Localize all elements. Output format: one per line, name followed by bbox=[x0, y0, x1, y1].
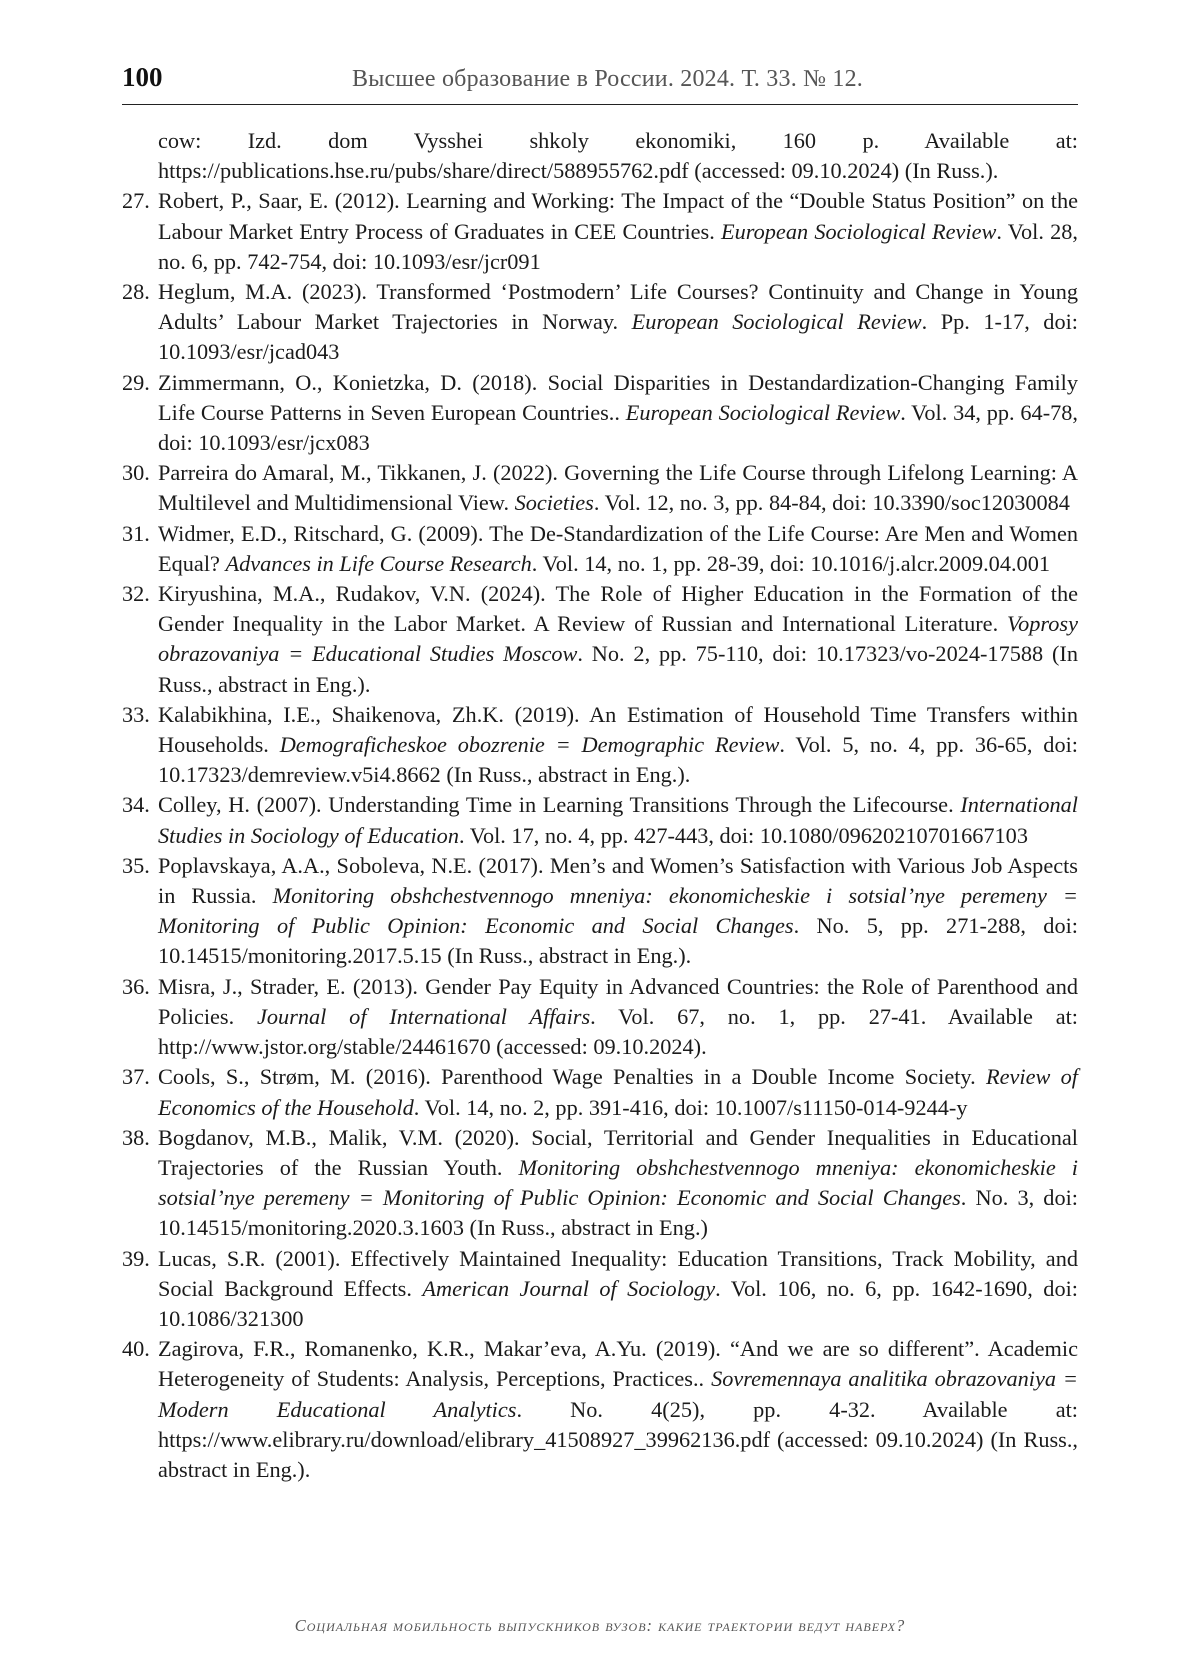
reference-item bbox=[122, 1062, 1078, 1122]
reference-item bbox=[122, 1244, 1078, 1335]
reference-item bbox=[122, 579, 1078, 700]
reference-text: Heglum, M.A. (2023). Transformed ‘Postmodern’ Life Courses? Continuity and Change in Young Adults’ Labour Market Trajectories in Norway. bbox=[158, 279, 1078, 335]
reference-item bbox=[122, 458, 1078, 518]
reference-journal: International Studies in Sociology of Education bbox=[158, 792, 1078, 848]
reference-list bbox=[122, 126, 1078, 1485]
reference-journal: Review of Economics of the Household bbox=[158, 1064, 1078, 1120]
reference-tail: . Vol. 28, no. 6, pp. 742-754, doi: 10.1093/esr/jcr091 bbox=[158, 218, 1078, 274]
reference-number: 35. bbox=[122, 852, 150, 878]
reference-tail: . Vol. 14, no. 1, pp. 28-39, doi: 10.1016/j.alcr.2009.04.001 bbox=[531, 550, 1050, 576]
reference-text: Widmer, E.D., Ritschard, G. (2009). The De-Standardization of the Life Course: Are Men and Women Equal? bbox=[158, 520, 1078, 576]
reference-item bbox=[122, 368, 1078, 459]
reference-tail: . Vol. 12, no. 3, pp. 84-84, doi: 10.3390/soc12030084 bbox=[593, 490, 1070, 516]
reference-tail: . Vol. 5, no. 4, pp. 36-65, doi: 10.17323/demreview.v5i4.8662 (In Russ., abstract in Eng.). bbox=[158, 732, 1078, 788]
reference-number: 31. bbox=[122, 520, 150, 546]
reference-tail: . Vol. 34, pp. 64-78, doi: 10.1093/esr/jcx083 bbox=[158, 399, 1079, 456]
reference-item bbox=[122, 126, 1078, 186]
reference-text: Zagirova, F.R., Romanenko, K.R., Makar’eva, A.Yu. (2019). “And we are so different”. Academic Heterogeneity of Students: Analysis, Perceptions, Practices.. bbox=[158, 1336, 1078, 1392]
reference-journal: Journal of International Affairs bbox=[257, 1003, 591, 1029]
reference-item bbox=[122, 1334, 1078, 1485]
reference-item bbox=[122, 851, 1078, 972]
reference-journal: Advances in Life Course Research bbox=[225, 550, 532, 576]
reference-text: Parreira do Amaral, M., Tikkanen, J. (2022). Governing the Life Course through Lifelong Learning: A Multilevel and Multidimensional View. bbox=[158, 460, 1078, 516]
reference-tail: . No. 2, pp. 75-110, doi: 10.17323/vo-2024-17588 (In Russ., abstract in Eng.). bbox=[158, 641, 1078, 697]
running-title: Высшее образование в России. 2024. Т. 33. № 12. bbox=[352, 66, 864, 92]
reference-item bbox=[122, 972, 1078, 1063]
reference-number: 34. bbox=[122, 792, 150, 818]
reference-item bbox=[122, 790, 1078, 850]
reference-text: Kalabikhina, I.E., Shaikenova, Zh.K. (2019). An Estimation of Household Time Transfers within Households. bbox=[158, 701, 1078, 758]
reference-text: Misra, J., Strader, E. (2013). Gender Pay Equity in Advanced Countries: the Role of Parenthood and Policies. bbox=[158, 973, 1078, 1029]
reference-number: 40. bbox=[122, 1336, 150, 1362]
reference-number: 27. bbox=[122, 188, 150, 214]
reference-journal: Societies bbox=[514, 490, 594, 516]
reference-number: 39. bbox=[122, 1245, 150, 1271]
reference-journal: Sovremennaya analitika obrazovaniya = Modern Educational Analytics bbox=[158, 1366, 1078, 1422]
reference-journal: European Sociological Review bbox=[721, 218, 997, 244]
reference-tail: . No. 3, doi: 10.14515/monitoring.2020.3.1603 (In Russ., abstract in Eng.) bbox=[158, 1185, 1078, 1241]
running-footer: Социальная мобильность выпускников вузов: какие траектории ведут наверх? bbox=[294, 1616, 906, 1635]
reference-number: 28. bbox=[122, 279, 150, 305]
reference-text: Robert, P., Saar, E. (2012). Learning and Working: The Impact of the “Double Status Position” on the Labour Market Entry Process of Graduates in CEE Countries. bbox=[158, 188, 1078, 244]
reference-tail: . Vol. 17, no. 4, pp. 427-443, doi: 10.1080/09620210701667103 bbox=[458, 822, 1028, 848]
reference-text: cow: Izd. dom Vysshei shkoly ekonomiki, 160 p. Available at: https://publications.hse.ru/pubs/share/direct/588955762.pdf (accessed: 09.10.2024) (In Russ.). bbox=[158, 128, 1078, 184]
page-header bbox=[122, 60, 1078, 105]
reference-number: 32. bbox=[122, 581, 150, 607]
reference-journal: Monitoring obshchestvennogo mneniya: ekonomicheskie i sotsial’nye peremeny = Monitoring of Public Opinion: Economic and Social Changes bbox=[158, 1154, 1078, 1211]
reference-tail: . Vol. 14, no. 2, pp. 391-416, doi: 10.1007/s11150-014-9244-y bbox=[413, 1094, 968, 1120]
reference-journal: Monitoring obshchestvennogo mneniya: ekonomicheskie i sotsial’nye peremeny = Monitoring of Public Opinion: Economic and Social Changes bbox=[158, 883, 1078, 939]
reference-text: Poplavskaya, A.A., Soboleva, N.E. (2017). Men’s and Women’s Satisfaction with Various Job Aspects in Russia. bbox=[158, 852, 1078, 909]
reference-text: Cools, S., Strøm, M. (2016). Parenthood Wage Penalties in a Double Income Society. bbox=[158, 1064, 986, 1090]
reference-number: 30. bbox=[122, 460, 150, 486]
reference-tail: . Vol. 106, no. 6, pp. 1642-1690, doi: 10.1086/321300 bbox=[158, 1275, 1078, 1331]
reference-text: Lucas, S.R. (2001). Effectively Maintained Inequality: Education Transitions, Track Mobility, and Social Background Effects. bbox=[158, 1245, 1078, 1301]
reference-journal: Demograficheskoe obozrenie = Demographic Review bbox=[279, 732, 780, 758]
reference-tail: . No. 5, pp. 271-288, doi: 10.14515/monitoring.2017.5.15 (In Russ., abstract in Eng.). bbox=[158, 913, 1078, 969]
reference-journal: American Journal of Sociology bbox=[422, 1275, 716, 1301]
reference-item bbox=[122, 519, 1078, 579]
reference-text: Colley, H. (2007). Understanding Time in Learning Transitions Through the Lifecourse. bbox=[158, 792, 961, 818]
reference-journal: Voprosy obrazovaniya = Educational Studies Moscow bbox=[158, 611, 1078, 667]
reference-item bbox=[122, 1123, 1078, 1244]
reference-number: 33. bbox=[122, 701, 150, 727]
reference-number: 36. bbox=[122, 973, 150, 999]
reference-text: Zimmermann, O., Konietzka, D. (2018). Social Disparities in Destandardization-Changing Family Life Course Patterns in Seven European Countries.. bbox=[158, 369, 1078, 425]
reference-journal: European Sociological Review bbox=[631, 309, 922, 335]
reference-number: 37. bbox=[122, 1064, 150, 1090]
reference-tail: . Vol. 67, no. 1, pp. 27-41. Available at: http://www.jstor.org/stable/24461670 (accessed: 09.10.2024). bbox=[158, 1003, 1078, 1060]
reference-text: Kiryushina, M.A., Rudakov, V.N. (2024). The Role of Higher Education in the Formation of the Gender Inequality in the Labor Market. A Review of Russian and International Literature. bbox=[158, 581, 1078, 637]
reference-tail: . Pp. 1-17, doi: 10.1093/esr/jcad043 bbox=[158, 309, 1078, 365]
reference-item bbox=[122, 277, 1078, 368]
reference-tail: . No. 4(25), pp. 4-32. Available at: https://www.elibrary.ru/download/elibrary_41508927_39962136.pdf (accessed: 09.10.2024) (In Russ., abstract in Eng.). bbox=[158, 1396, 1078, 1482]
reference-number: 38. bbox=[122, 1124, 150, 1150]
reference-journal: European Sociological Review bbox=[625, 399, 901, 425]
reference-text: Bogdanov, M.B., Malik, V.M. (2020). Social, Territorial and Gender Inequalities in Educational Trajectories of the Russian Youth. bbox=[158, 1124, 1078, 1180]
reference-item bbox=[122, 700, 1078, 791]
page-number: 100 bbox=[122, 62, 163, 92]
reference-item bbox=[122, 186, 1078, 277]
reference-number: 29. bbox=[122, 369, 150, 395]
